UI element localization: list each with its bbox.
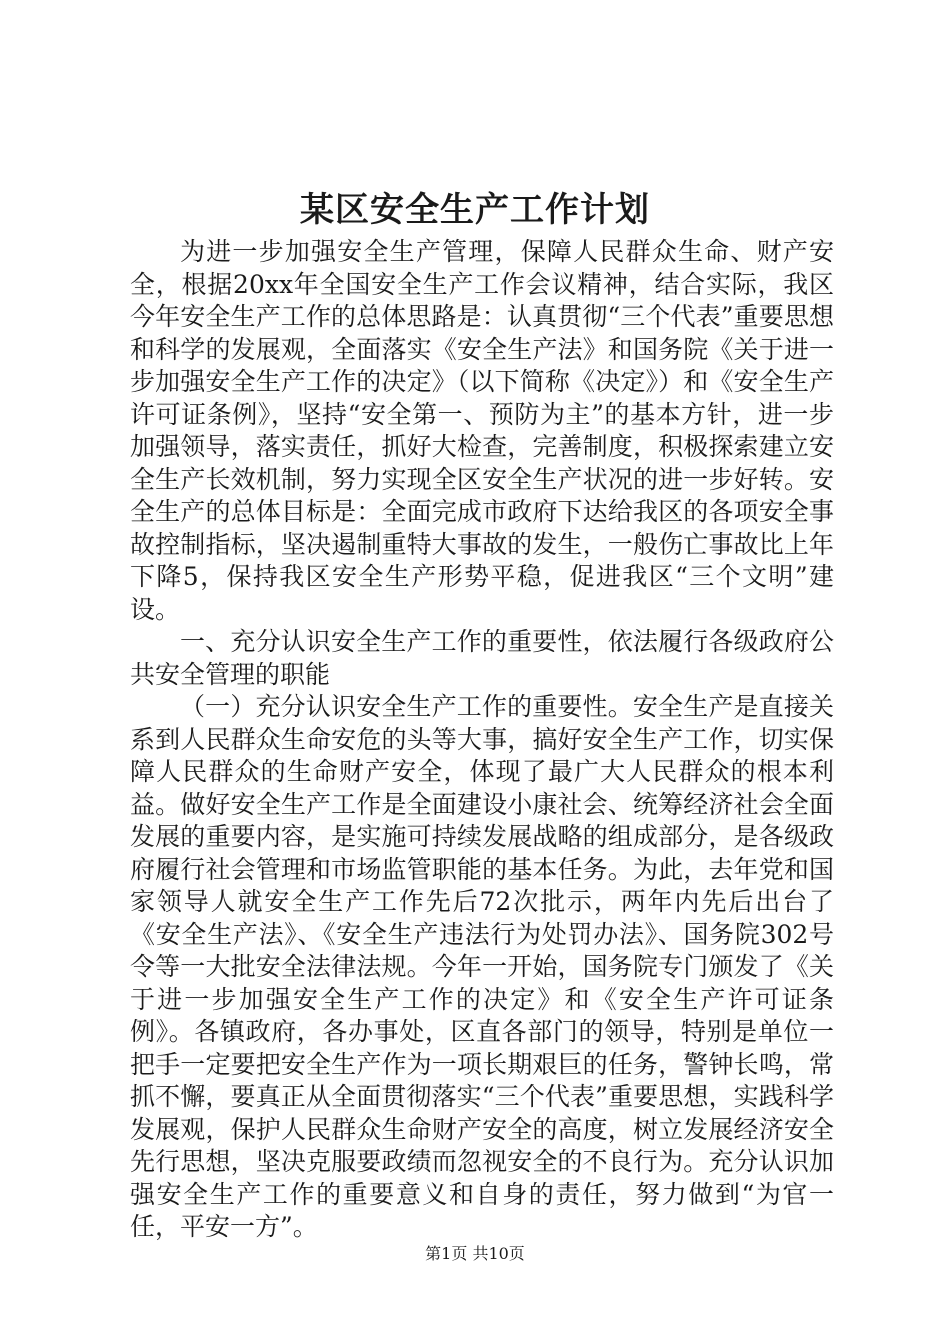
paragraph-subsection-one: （一）充分认识安全生产工作的重要性。安全生产是直接关系到人民群众生命安危的头等大事，搞好安全生产工作，切实保障人民群众的生命财产安全，体现了最广大人民群众的根本利益。做好安全生产工作是全面建设小康社会、统筹经济社会全面发展的重要内容，是实施可持续发展战略的组成部分，是各级政府履行社会管理和市场监管职能的基本任务。为此，去年党和国家领导人就安全生产工作先后72次批示，两年内先后出台了《安全生产法》、《安全生产违法行为处罚办法》、国务院302号令等一大批安全法律法规。今年一开始，国务院专门颁发了《关于进一步加强安全生产工作的决定》和《安全生产许可证条例》。各镇政府，各办事处，区直各部门的领导，特别是单位一把手一定要把安全生产作为一项长期艰巨的任务，警钟长鸣，常抓不懈，要真正从全面贯彻落实“三个代表”重要思想，实践科学发展观，保护人民群众生命财产安全的高度，树立发展经济安全先行思想，坚决克服要政绩而忽视安全的不良行为。充分认识加强安全生产工作的重要意义和自身的责任，努力做到“为官一任，平安一方”。: [130, 692, 834, 1241]
document-body: [130, 236, 834, 1244]
page-number-footer: 第1页 共10页: [425, 1244, 525, 1263]
paragraph-section-heading: 一、充分认识安全生产工作的重要性，依法履行各级政府公共安全管理的职能: [130, 627, 834, 689]
document-title: 某区安全生产工作计划: [300, 190, 650, 230]
paragraph-intro: 为进一步加强安全生产管理，保障人民群众生命、财产安全，根据20xx年全国安全生产工作会议精神，结合实际，我区今年安全生产工作的总体思路是：认真贯彻“三个代表”重要思想和科学的发展观，全面落实《安全生产法》和国务院《关于进一步加强安全生产工作的决定》（以下简称《决定》）和《安全生产许可证条例》，坚持“安全第一、预防为主”的基本方针，进一步加强领导，落实责任，抓好大检查，完善制度，积极探索建立安全生产长效机制，努力实现全区安全生产状况的进一步好转。安全生产的总体目标是：全面完成市政府下达给我区的各项安全事故控制指标，坚决遏制重特大事故的发生，一般伤亡事故比上年下降5，保持我区安全生产形势平稳，促进我区“三个文明”建设。: [130, 237, 834, 624]
